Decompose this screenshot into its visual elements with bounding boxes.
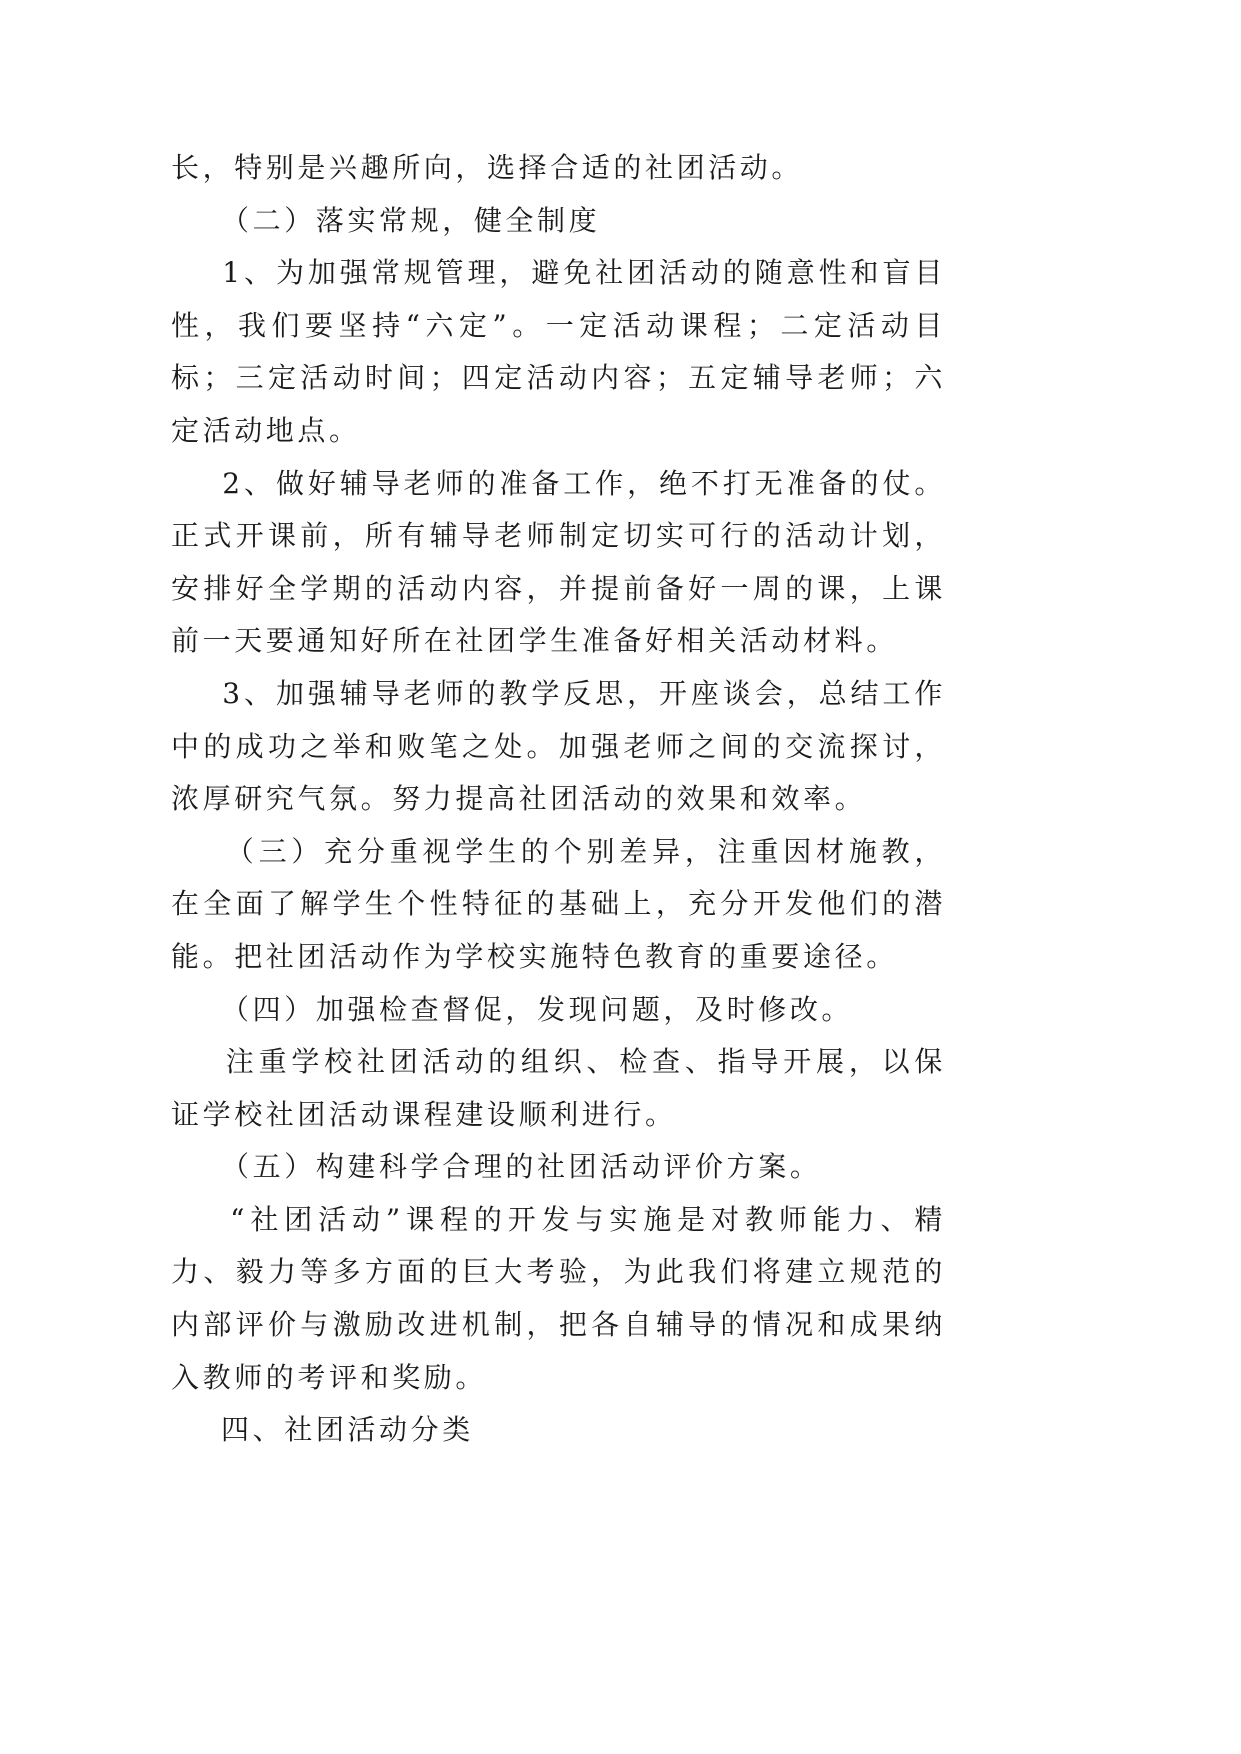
section-heading-2: （二）落实常规，健全制度 — [171, 203, 601, 237]
paragraph-item-3: 3、加强辅导老师的教学反思，开座谈会，总结工作中的成功之举和败笔之处。加强老师之间的交流探讨，浓厚研究气氛。努力提高社团活动的效果和效率。 — [171, 676, 946, 816]
chapter-heading-4: 四、社团活动分类 — [171, 1413, 474, 1447]
paragraph-item-2: 2、做好辅导老师的准备工作，绝不打无准备的仗。正式开课前，所有辅导老师制定切实可行的活动计划，安排好全学期的活动内容，并提前备好一周的课，上课前一天要通知好所在社团学生准备好相关活动材料。 — [171, 466, 946, 658]
section-heading-3: （三）充分重视学生的个别差异，注重因材施教，在全面了解学生个性特征的基础上，充分开发他们的潜能。把社团活动作为学校实施特色教育的重要途径。 — [171, 834, 946, 973]
document-body — [171, 142, 946, 1457]
paragraph-continuation: 长，特别是兴趣所向，选择合适的社团活动。 — [171, 151, 804, 184]
section-heading-5: （五）构建科学合理的社团活动评价方案。 — [171, 1150, 822, 1184]
paragraph-section-5-body: “社团活动”课程的开发与实施是对教师能力、精力、毅力等多方面的巨大考验，为此我们将建立规范的内部评价与激励改进机制，把各自辅导的情况和成果纳入教师的考评和奖励。 — [171, 1202, 946, 1394]
paragraph-item-1: 1、为加强常规管理，避免社团活动的随意性和盲目性，我们要坚持“六定”。一定活动课程；二定活动目标；三定活动时间；四定活动内容；五定辅导老师；六定活动地点。 — [171, 256, 946, 447]
section-heading-4: （四）加强检查督促，发现问题，及时修改。 — [171, 992, 854, 1026]
paragraph-section-4-body: 注重学校社团活动的组织、检查、指导开展，以保证学校社团活动课程建设顺利进行。 — [171, 1045, 946, 1131]
